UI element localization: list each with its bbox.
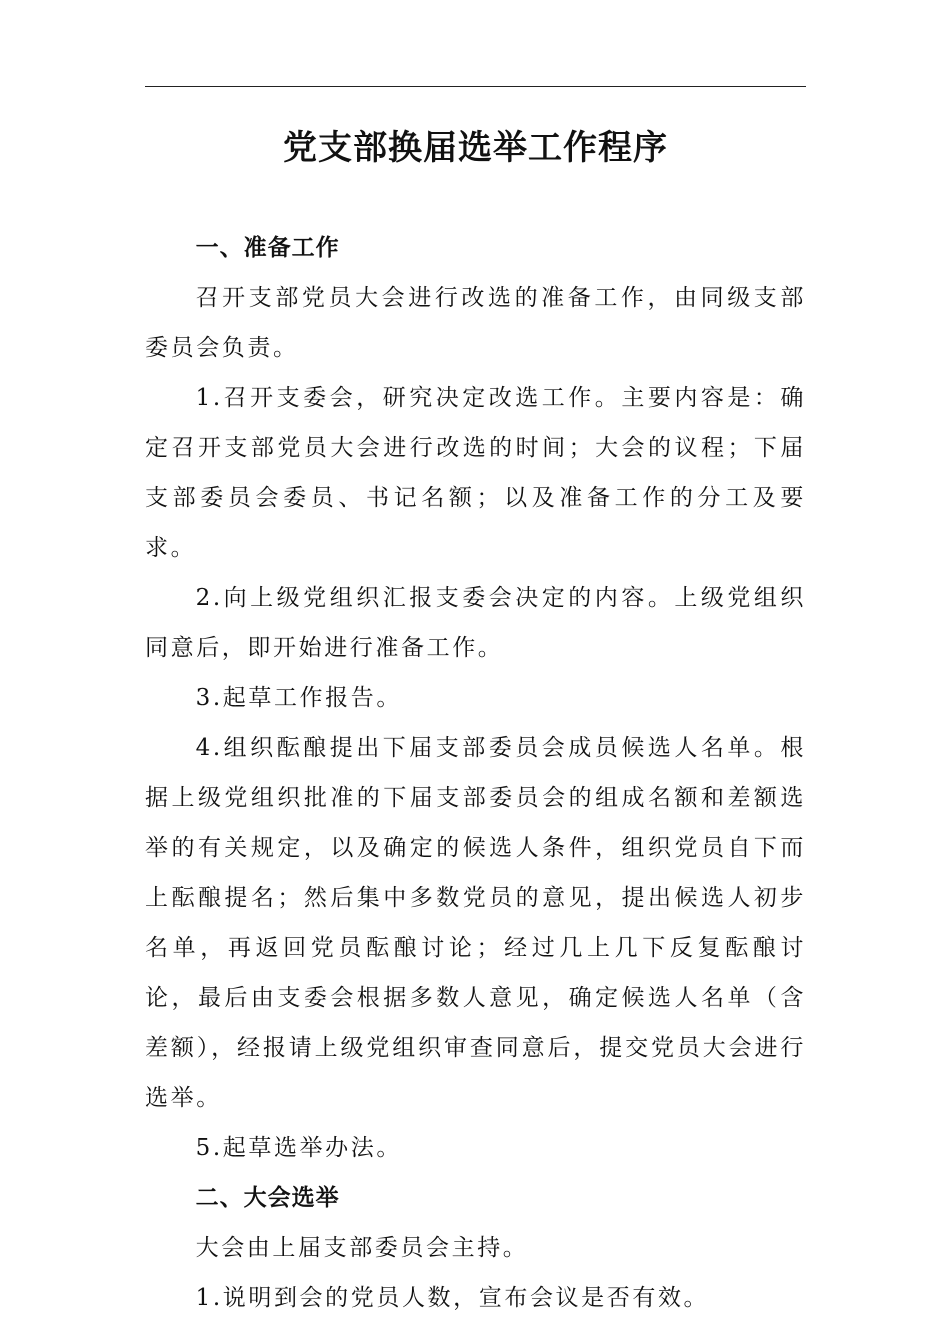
paragraph: 召开支部党员大会进行改选的准备工作，由同级支部委员会负责。 (145, 285, 806, 361)
document-title: 党支部换届选举工作程序 (283, 128, 668, 168)
paragraph: 5.起草选举办法。 (195, 1135, 402, 1161)
paragraph: 4.组织酝酿提出下届支部委员会成员候选人名单。根据上级党组织批准的下届支部委员会的组成名额和差额选举的有关规定，以及确定的候选人条件，组织党员自下而上酝酿提名；然后集中多数党员的意见，提出候选人初步名单，再返回党员酝酿讨论；经过几上几下反复酝酿讨论，最后由支委会根据多数人意见，确定候选人名单（含差额），经报请上级党组织审查同意后，提交党员大会进行选举。 (145, 735, 806, 1111)
document-body (145, 223, 806, 1323)
paragraph: 3.起草工作报告。 (195, 685, 402, 711)
paragraph: 大会由上届支部委员会主持。 (195, 1235, 529, 1261)
section-heading-preparation: 一、准备工作 (195, 235, 340, 261)
paragraph: 1.召开支委会，研究决定改选工作。主要内容是：确定召开支部党员大会进行改选的时间；大会的议程；下届支部委员会委员、书记名额；以及准备工作的分工及要求。 (145, 385, 806, 561)
section-heading-election: 二、大会选举 (195, 1185, 340, 1211)
header-rule (145, 86, 806, 87)
paragraph: 2.向上级党组织汇报支委会决定的内容。上级党组织同意后，即开始进行准备工作。 (145, 585, 806, 661)
paragraph: 1.说明到会的党员人数，宣布会议是否有效。 (195, 1285, 710, 1311)
